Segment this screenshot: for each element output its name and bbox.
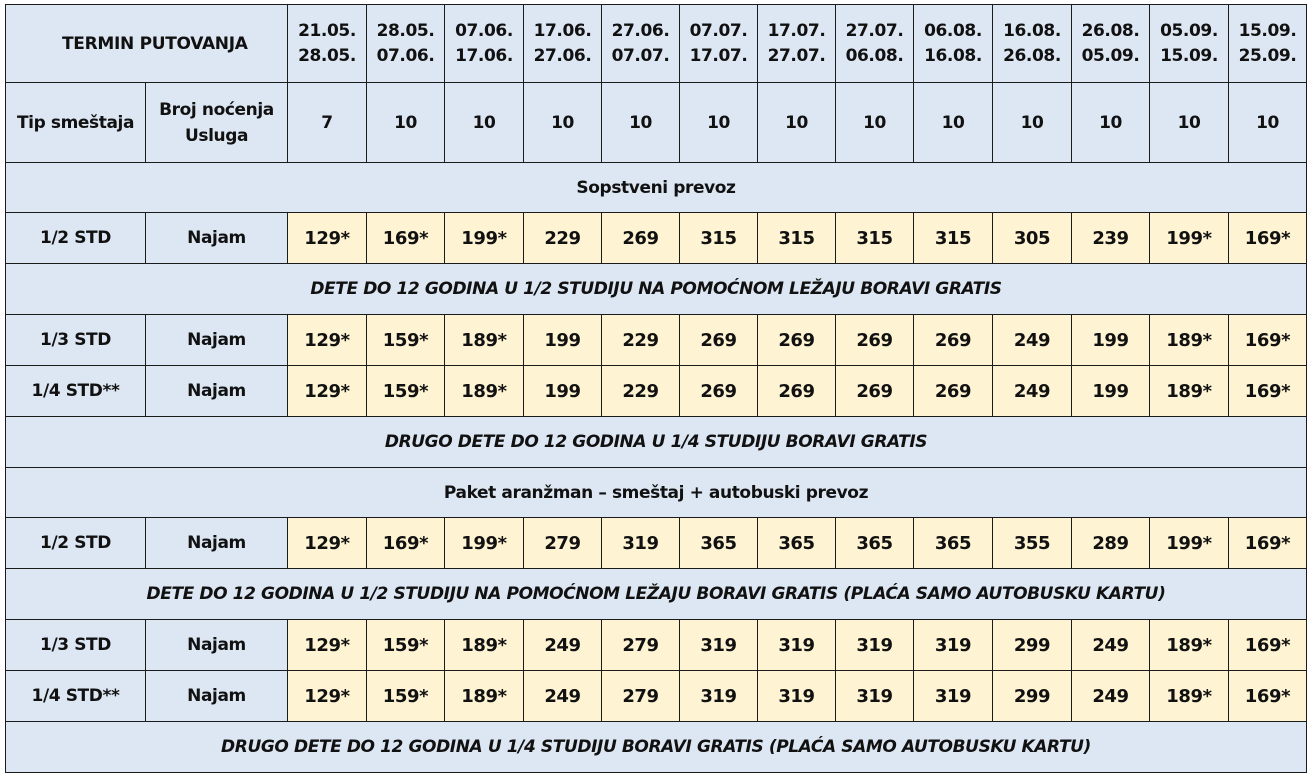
accommodation-type: 1/3 STD xyxy=(6,620,146,671)
period-from: 07.06. xyxy=(455,20,513,41)
price-cell: 319 xyxy=(836,620,914,671)
price-cell: 129* xyxy=(288,366,367,417)
price-cell: 279 xyxy=(524,518,602,569)
period-to: 07.06. xyxy=(376,45,435,66)
price-cell: 199 xyxy=(524,315,602,366)
period-to: 07.07. xyxy=(611,45,670,66)
price-cell: 269 xyxy=(758,366,836,417)
nights-value: 10 xyxy=(758,83,836,163)
period-to: 27.06. xyxy=(533,45,592,66)
section-row xyxy=(6,163,1307,213)
price-cell: 249 xyxy=(524,671,602,722)
period-from: 27.06. xyxy=(611,20,670,41)
note-text: DRUGO DETE DO 12 GODINA U 1/4 STUDIJU BORAVI GRATIS (PLAĆA SAMO AUTOBUSKU KARTU) xyxy=(6,722,1307,773)
accommodation-type: 1/2 STD xyxy=(6,518,146,569)
price-row xyxy=(6,366,1307,417)
col-header-nights-line1: Broj noćenja xyxy=(159,99,274,120)
accommodation-type: 1/4 STD** xyxy=(6,366,146,417)
price-cell: 239 xyxy=(1072,213,1150,264)
price-cell: 279 xyxy=(602,620,680,671)
price-cell: 199* xyxy=(1150,213,1229,264)
service-type: Najam xyxy=(146,213,288,264)
period-header xyxy=(524,5,602,83)
period-to: 25.09. xyxy=(1238,45,1297,66)
price-cell: 169* xyxy=(1229,315,1307,366)
price-cell: 315 xyxy=(914,213,993,264)
period-header xyxy=(680,5,758,83)
period-header xyxy=(836,5,914,83)
note-row xyxy=(6,264,1307,315)
price-cell: 199 xyxy=(1072,366,1150,417)
nights-value: 10 xyxy=(993,83,1072,163)
price-row xyxy=(6,620,1307,671)
period-header xyxy=(1150,5,1229,83)
period-header xyxy=(367,5,445,83)
note-row xyxy=(6,417,1307,468)
termin-title: TERMIN PUTOVANJA xyxy=(62,33,248,54)
price-table-body xyxy=(6,5,1307,773)
price-cell: 229 xyxy=(602,366,680,417)
price-cell: 365 xyxy=(758,518,836,569)
period-from: 26.08. xyxy=(1081,20,1140,41)
price-cell: 229 xyxy=(602,315,680,366)
price-cell: 319 xyxy=(680,671,758,722)
period-header xyxy=(1229,5,1307,83)
price-cell: 169* xyxy=(1229,213,1307,264)
price-cell: 129* xyxy=(288,620,367,671)
price-cell: 189* xyxy=(445,620,524,671)
price-cell: 159* xyxy=(367,315,445,366)
nights-value: 10 xyxy=(367,83,445,163)
note-text: DETE DO 12 GODINA U 1/2 STUDIJU NA POMOĆNOM LEŽAJU BORAVI GRATIS xyxy=(6,264,1307,315)
price-cell: 189* xyxy=(1150,315,1229,366)
period-from: 27.07. xyxy=(845,20,904,41)
period-from: 07.07. xyxy=(689,20,748,41)
price-cell: 249 xyxy=(1072,671,1150,722)
price-cell: 189* xyxy=(1150,366,1229,417)
price-cell: 319 xyxy=(758,620,836,671)
period-header xyxy=(602,5,680,83)
note-text: DETE DO 12 GODINA U 1/2 STUDIJU NA POMOĆNOM LEŽAJU BORAVI GRATIS (PLAĆA SAMO AUTOBUSKU KARTU) xyxy=(6,569,1307,620)
service-type: Najam xyxy=(146,671,288,722)
col-header-nights-line2: Usluga xyxy=(184,125,249,146)
period-from: 16.08. xyxy=(1003,20,1061,41)
price-cell: 169* xyxy=(1229,620,1307,671)
price-cell: 289 xyxy=(1072,518,1150,569)
price-cell: 269 xyxy=(758,315,836,366)
period-header xyxy=(1072,5,1150,83)
note-text: DRUGO DETE DO 12 GODINA U 1/4 STUDIJU BORAVI GRATIS xyxy=(6,417,1307,468)
note-row xyxy=(6,722,1307,773)
price-cell: 169* xyxy=(367,518,445,569)
nights-value: 10 xyxy=(1150,83,1229,163)
period-to: 05.09. xyxy=(1081,45,1140,66)
nights-value: 10 xyxy=(836,83,914,163)
period-to: 15.09. xyxy=(1160,45,1218,66)
price-cell: 269 xyxy=(914,315,993,366)
price-cell: 269 xyxy=(602,213,680,264)
note-row xyxy=(6,569,1307,620)
price-cell: 199* xyxy=(445,518,524,569)
price-cell: 249 xyxy=(524,620,602,671)
price-cell: 199* xyxy=(445,213,524,264)
price-cell: 319 xyxy=(602,518,680,569)
service-type: Najam xyxy=(146,518,288,569)
price-cell: 269 xyxy=(836,315,914,366)
price-cell: 269 xyxy=(914,366,993,417)
price-cell: 269 xyxy=(680,366,758,417)
period-to: 06.08. xyxy=(845,45,904,66)
nights-value: 10 xyxy=(602,83,680,163)
nights-value: 7 xyxy=(288,83,367,163)
price-cell: 305 xyxy=(993,213,1072,264)
nights-value: 10 xyxy=(1072,83,1150,163)
service-type: Najam xyxy=(146,366,288,417)
price-cell: 199 xyxy=(524,366,602,417)
nights-value: 10 xyxy=(914,83,993,163)
price-cell: 159* xyxy=(367,366,445,417)
period-header xyxy=(758,5,836,83)
price-cell: 249 xyxy=(993,315,1072,366)
period-header xyxy=(914,5,993,83)
price-cell: 249 xyxy=(1072,620,1150,671)
price-cell: 319 xyxy=(836,671,914,722)
price-cell: 269 xyxy=(680,315,758,366)
price-cell: 129* xyxy=(288,671,367,722)
service-type: Najam xyxy=(146,620,288,671)
period-header xyxy=(993,5,1072,83)
price-cell: 319 xyxy=(758,671,836,722)
price-row xyxy=(6,315,1307,366)
section-title: Sopstveni prevoz xyxy=(6,163,1307,213)
price-cell: 199* xyxy=(1150,518,1229,569)
price-cell: 169* xyxy=(1229,671,1307,722)
price-cell: 365 xyxy=(914,518,993,569)
price-cell: 315 xyxy=(836,213,914,264)
period-to: 27.07. xyxy=(767,45,826,66)
price-cell: 169* xyxy=(1229,366,1307,417)
period-header xyxy=(445,5,524,83)
price-cell: 169* xyxy=(1229,518,1307,569)
price-cell: 169* xyxy=(367,213,445,264)
accommodation-type: 1/3 STD xyxy=(6,315,146,366)
period-from: 15.09. xyxy=(1238,20,1297,41)
price-cell: 365 xyxy=(836,518,914,569)
price-cell: 159* xyxy=(367,620,445,671)
termin-header xyxy=(6,5,288,83)
price-cell: 299 xyxy=(993,671,1072,722)
price-row xyxy=(6,213,1307,264)
period-to: 17.07. xyxy=(689,45,748,66)
price-cell: 319 xyxy=(914,671,993,722)
price-cell: 269 xyxy=(836,366,914,417)
price-cell: 319 xyxy=(914,620,993,671)
price-cell: 199 xyxy=(1072,315,1150,366)
price-cell: 365 xyxy=(680,518,758,569)
service-type: Najam xyxy=(146,315,288,366)
nights-value: 10 xyxy=(445,83,524,163)
period-to: 17.06. xyxy=(455,45,513,66)
nights-value: 10 xyxy=(1229,83,1307,163)
period-from: 17.06. xyxy=(533,20,592,41)
nights-value: 10 xyxy=(524,83,602,163)
price-cell: 249 xyxy=(993,366,1072,417)
price-cell: 189* xyxy=(445,671,524,722)
price-cell: 189* xyxy=(445,315,524,366)
price-cell: 299 xyxy=(993,620,1072,671)
price-cell: 129* xyxy=(288,315,367,366)
accommodation-type: 1/4 STD** xyxy=(6,671,146,722)
price-table xyxy=(5,4,1307,773)
price-row xyxy=(6,518,1307,569)
nights-value: 10 xyxy=(680,83,758,163)
price-cell: 159* xyxy=(367,671,445,722)
price-cell: 315 xyxy=(680,213,758,264)
period-from: 17.07. xyxy=(767,20,826,41)
period-from: 28.05. xyxy=(376,20,435,41)
period-to: 28.05. xyxy=(298,45,356,66)
price-cell: 319 xyxy=(680,620,758,671)
price-cell: 189* xyxy=(1150,671,1229,722)
col-header-nights xyxy=(146,83,288,163)
price-cell: 315 xyxy=(758,213,836,264)
price-cell: 129* xyxy=(288,518,367,569)
period-to: 26.08. xyxy=(1003,45,1061,66)
period-from: 21.05. xyxy=(298,20,356,41)
header-dates-row xyxy=(6,5,1307,83)
period-to: 16.08. xyxy=(924,45,982,66)
price-cell: 189* xyxy=(1150,620,1229,671)
price-row xyxy=(6,671,1307,722)
section-row xyxy=(6,468,1307,518)
col-header-type: Tip smeštaja xyxy=(6,83,146,163)
period-from: 05.09. xyxy=(1160,20,1218,41)
price-cell: 229 xyxy=(524,213,602,264)
section-title: Paket aranžman – smeštaj + autobuski prevoz xyxy=(6,468,1307,518)
header-nights-row xyxy=(6,83,1307,163)
price-cell: 279 xyxy=(602,671,680,722)
period-header xyxy=(288,5,367,83)
price-cell: 129* xyxy=(288,213,367,264)
accommodation-type: 1/2 STD xyxy=(6,213,146,264)
price-cell: 355 xyxy=(993,518,1072,569)
period-from: 06.08. xyxy=(924,20,982,41)
price-cell: 189* xyxy=(445,366,524,417)
